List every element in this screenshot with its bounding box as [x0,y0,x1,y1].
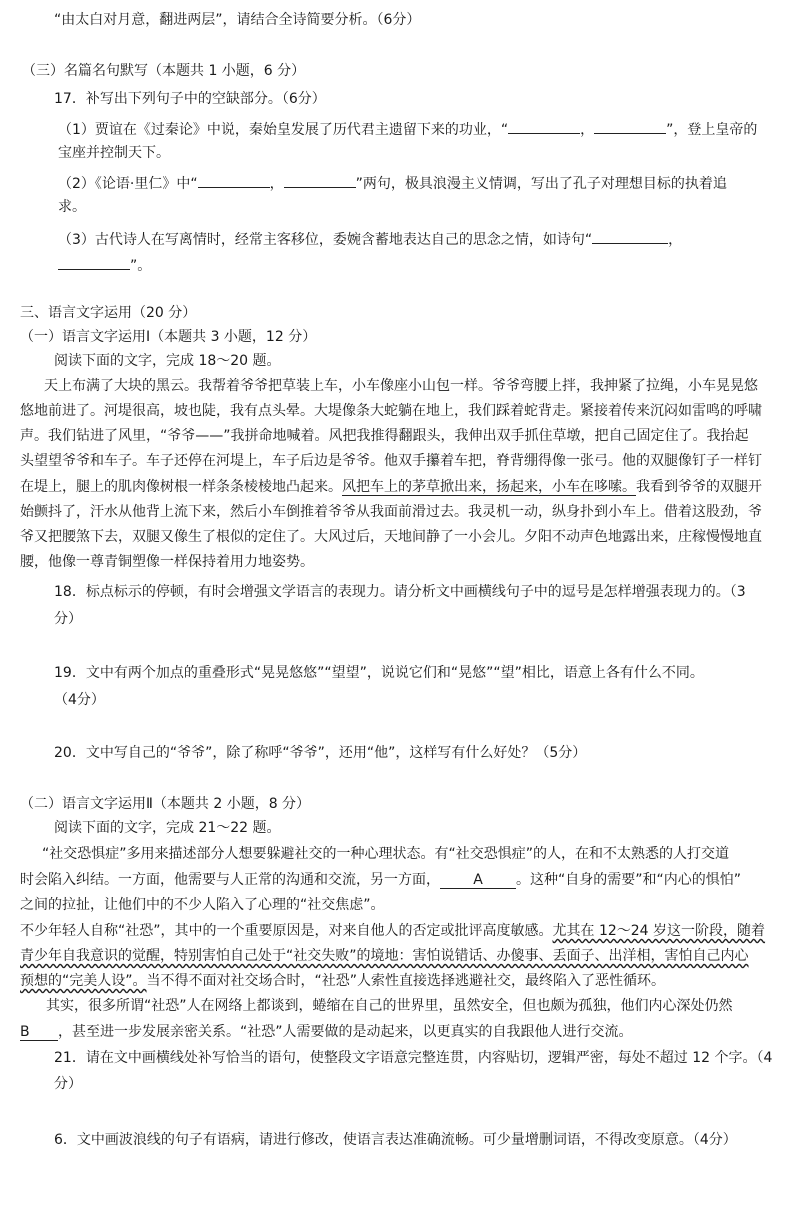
answer-blank[interactable] [592,227,668,244]
passage-line [20,477,762,497]
passage-text: 当不得不面对社交场合时，“社恐”人索性直接选择逃避社交，最终陷入了恶性循环。 [146,973,666,989]
answer-blank[interactable] [284,171,356,188]
q17-item-2-post: ”两句，极具浪漫主义情调，写出了孔子对理想目标的执着追 [355,176,727,192]
question-21: 21．请在文中画横线处补写恰当的语句，使整段文字语意完整连贯，内容贴切，逻辑严密，每处不超过 12 个字。（4 [54,1050,773,1066]
passage-line: 头望望爷爷和车子。车子还停在河堤上，车子后边是爷爷。他双手攥着车把，脊背绷得像一张弓。他的双腿像钉子一样钉 [20,453,762,469]
prev-question-fragment: “由太白对月意，翻进两层”，请结合全诗简要分析。（6分） [54,12,421,28]
underlined-sentence: 风把车上的茅草掀出来，扬起来，小车在哆嗦。 [342,479,636,495]
passage-line [20,870,741,890]
passage-text: 在堤上，腿上的肌肉像树根一样条条棱棱地凸起来。 [20,479,342,495]
question-19-line2: （4分） [54,692,105,708]
section-heading-recite: （三）名篇名句默写（本题共 1 小题，6 分） [22,63,306,79]
question-19: 19．文中有两个加点的重叠形式“晃晃悠悠”“望望”，说说它们和“晃悠”“望”相比，语意上各有什么不同。 [54,665,704,681]
question-18-line2: 分） [54,611,82,627]
passage-line: 其实，很多所谓“社恐”人在网络上都谈到，蜷缩在自己的世界里，虽然安全，但也颇为孤独，他们内心深处仍然 [46,998,733,1014]
passage-line: 之间的拉扯，让他们中的不少人陷入了心理的“社交焦虑”。 [20,897,385,913]
question-17: 17．补写出下列句子中的空缺部分。（6分） [54,91,326,107]
passage-line: 腰，他像一尊青铜塑像一样保持着用力地姿势。 [20,554,314,570]
question-21-line2: 分） [54,1076,82,1092]
reading-prompt-2: 阅读下面的文字，完成 21～22 题。 [54,820,281,836]
q17-item-1-line2: 宝座并控制天下。 [58,145,170,161]
question-20: 20．文中写自己的“爷爷”，除了称呼“爷爷”，还用“他”，这样写有什么好处？（5分） [54,745,587,761]
passage-text: ，甚至进一步发展亲密关系。“社恐”人需要做的是动起来，以更真实的自我跟他人进行交流。 [58,1024,633,1040]
passage-line: 爷又把腰煞下去，双腿又像生了根似的定住了。大风过后，天地间静了一小会儿。夕阳不动声色地露出来，庄稼慢慢地直 [20,529,762,545]
passage-line: 声。我们钻进了风里，“爷爷——”我拼命地喊着。风把我推得翻跟头，我伸出双手抓住草墩，把自己固定住了。我抬起 [20,428,749,444]
passage-line: 天上布满了大块的黑云。我帮着爷爷把草装上车，小车像座小山包一样。爷爷弯腰上拌，我抻紧了拉绳，小车晃晃悠 [44,378,758,394]
answer-blank[interactable] [594,117,666,134]
passage-text: 时会陷入纠结。一方面，他需要与人正常的沟通和交流，另一方面， [20,872,440,888]
wavy-underlined-sentence: 预想的“完美人设”。 [20,973,147,989]
closing-quote: ”。 [130,258,152,274]
q17-item-1-post: ”，登上皇帝的 [666,122,758,138]
answer-blank[interactable] [198,171,270,188]
q17-item-2-line2: 求。 [58,199,86,215]
comma: ， [269,176,284,192]
passage-line [20,921,765,941]
wavy-underlined-sentence: 尤其在 12～24 岁这一阶段，随着 [552,923,766,939]
part-3-heading: 三、语言文字运用（20 分） [20,305,197,321]
blank-b[interactable]: B [20,1024,58,1041]
passage-line: 始颤抖了，汗水从他背上流下来，然后小车倒推着爷爷从我面前滑过去。我灵机一动，纵身扑到小车上。借着这股劲，爷 [20,504,762,520]
passage-line [20,1022,633,1042]
passage-text: 我看到爷爷的双腿开 [636,479,762,495]
q17-item-3-line2 [58,253,151,276]
reading-prompt: 阅读下面的文字，完成 18～20 题。 [54,353,281,369]
comma: ， [580,122,595,138]
answer-blank[interactable] [508,117,580,134]
passage-text: 。这种“自身的需要”和“内心的惧怕” [516,872,742,888]
passage-line: “社交恐惧症”多用来描述部分人想要躲避社交的一种心理状态。有“社交恐惧症”的人，在和不太熟悉的人打交道 [42,846,730,862]
q17-item-1 [58,117,757,140]
question-22: 6．文中画波浪线的句子有语病，请进行修改，使语言表达准确流畅。可少量增删词语，不得改变原意。（4分） [54,1132,737,1148]
q17-item-3-pre: （3）古代诗人在写离情时，经常主客移位，委婉含蓄地表达自己的思念之情，如诗句“ [58,232,593,248]
subsection-2-heading: （二）语言文字运用Ⅱ（本题共 2 小题，8 分） [20,796,311,812]
q17-item-2-pre: （2）《论语·里仁》中“ [58,176,198,192]
passage-line [20,971,665,991]
passage-text: 不少年轻人自称“社恐”，其中的一个重要原因是，对来自他人的否定或批评高度敏感。 [20,923,553,939]
q17-item-1-pre: （1）贾谊在《过秦论》中说，秦始皇发展了历代君主遗留下来的功业，“ [58,122,509,138]
subsection-1-heading: （一）语言文字运用Ⅰ（本题共 3 小题，12 分） [20,329,317,345]
q17-item-2 [58,171,727,194]
passage-line: 悠地前进了。河堤很高，坡也陡，我有点头晕。大堤像条大蛇躺在地上，我们踩着蛇背走。紧接着传来沉闷如雷鸣的呼啸 [20,403,762,419]
question-18: 18．标点标示的停顿，有时会增强文学语言的表现力。请分析文中画横线句子中的逗号是怎样增强表现力的。（3 [54,584,746,600]
blank-a[interactable]: A [440,872,516,889]
wavy-underlined-sentence: 青少年自我意识的觉醒，特别害怕自己处于“社交失败”的境地：害怕说错话、办傻事、丢面子、出洋相，害怕自己内心 [20,948,749,964]
answer-blank[interactable] [58,253,130,270]
passage-line [20,946,749,966]
comma: ， [668,232,683,248]
q17-item-3 [58,227,682,250]
